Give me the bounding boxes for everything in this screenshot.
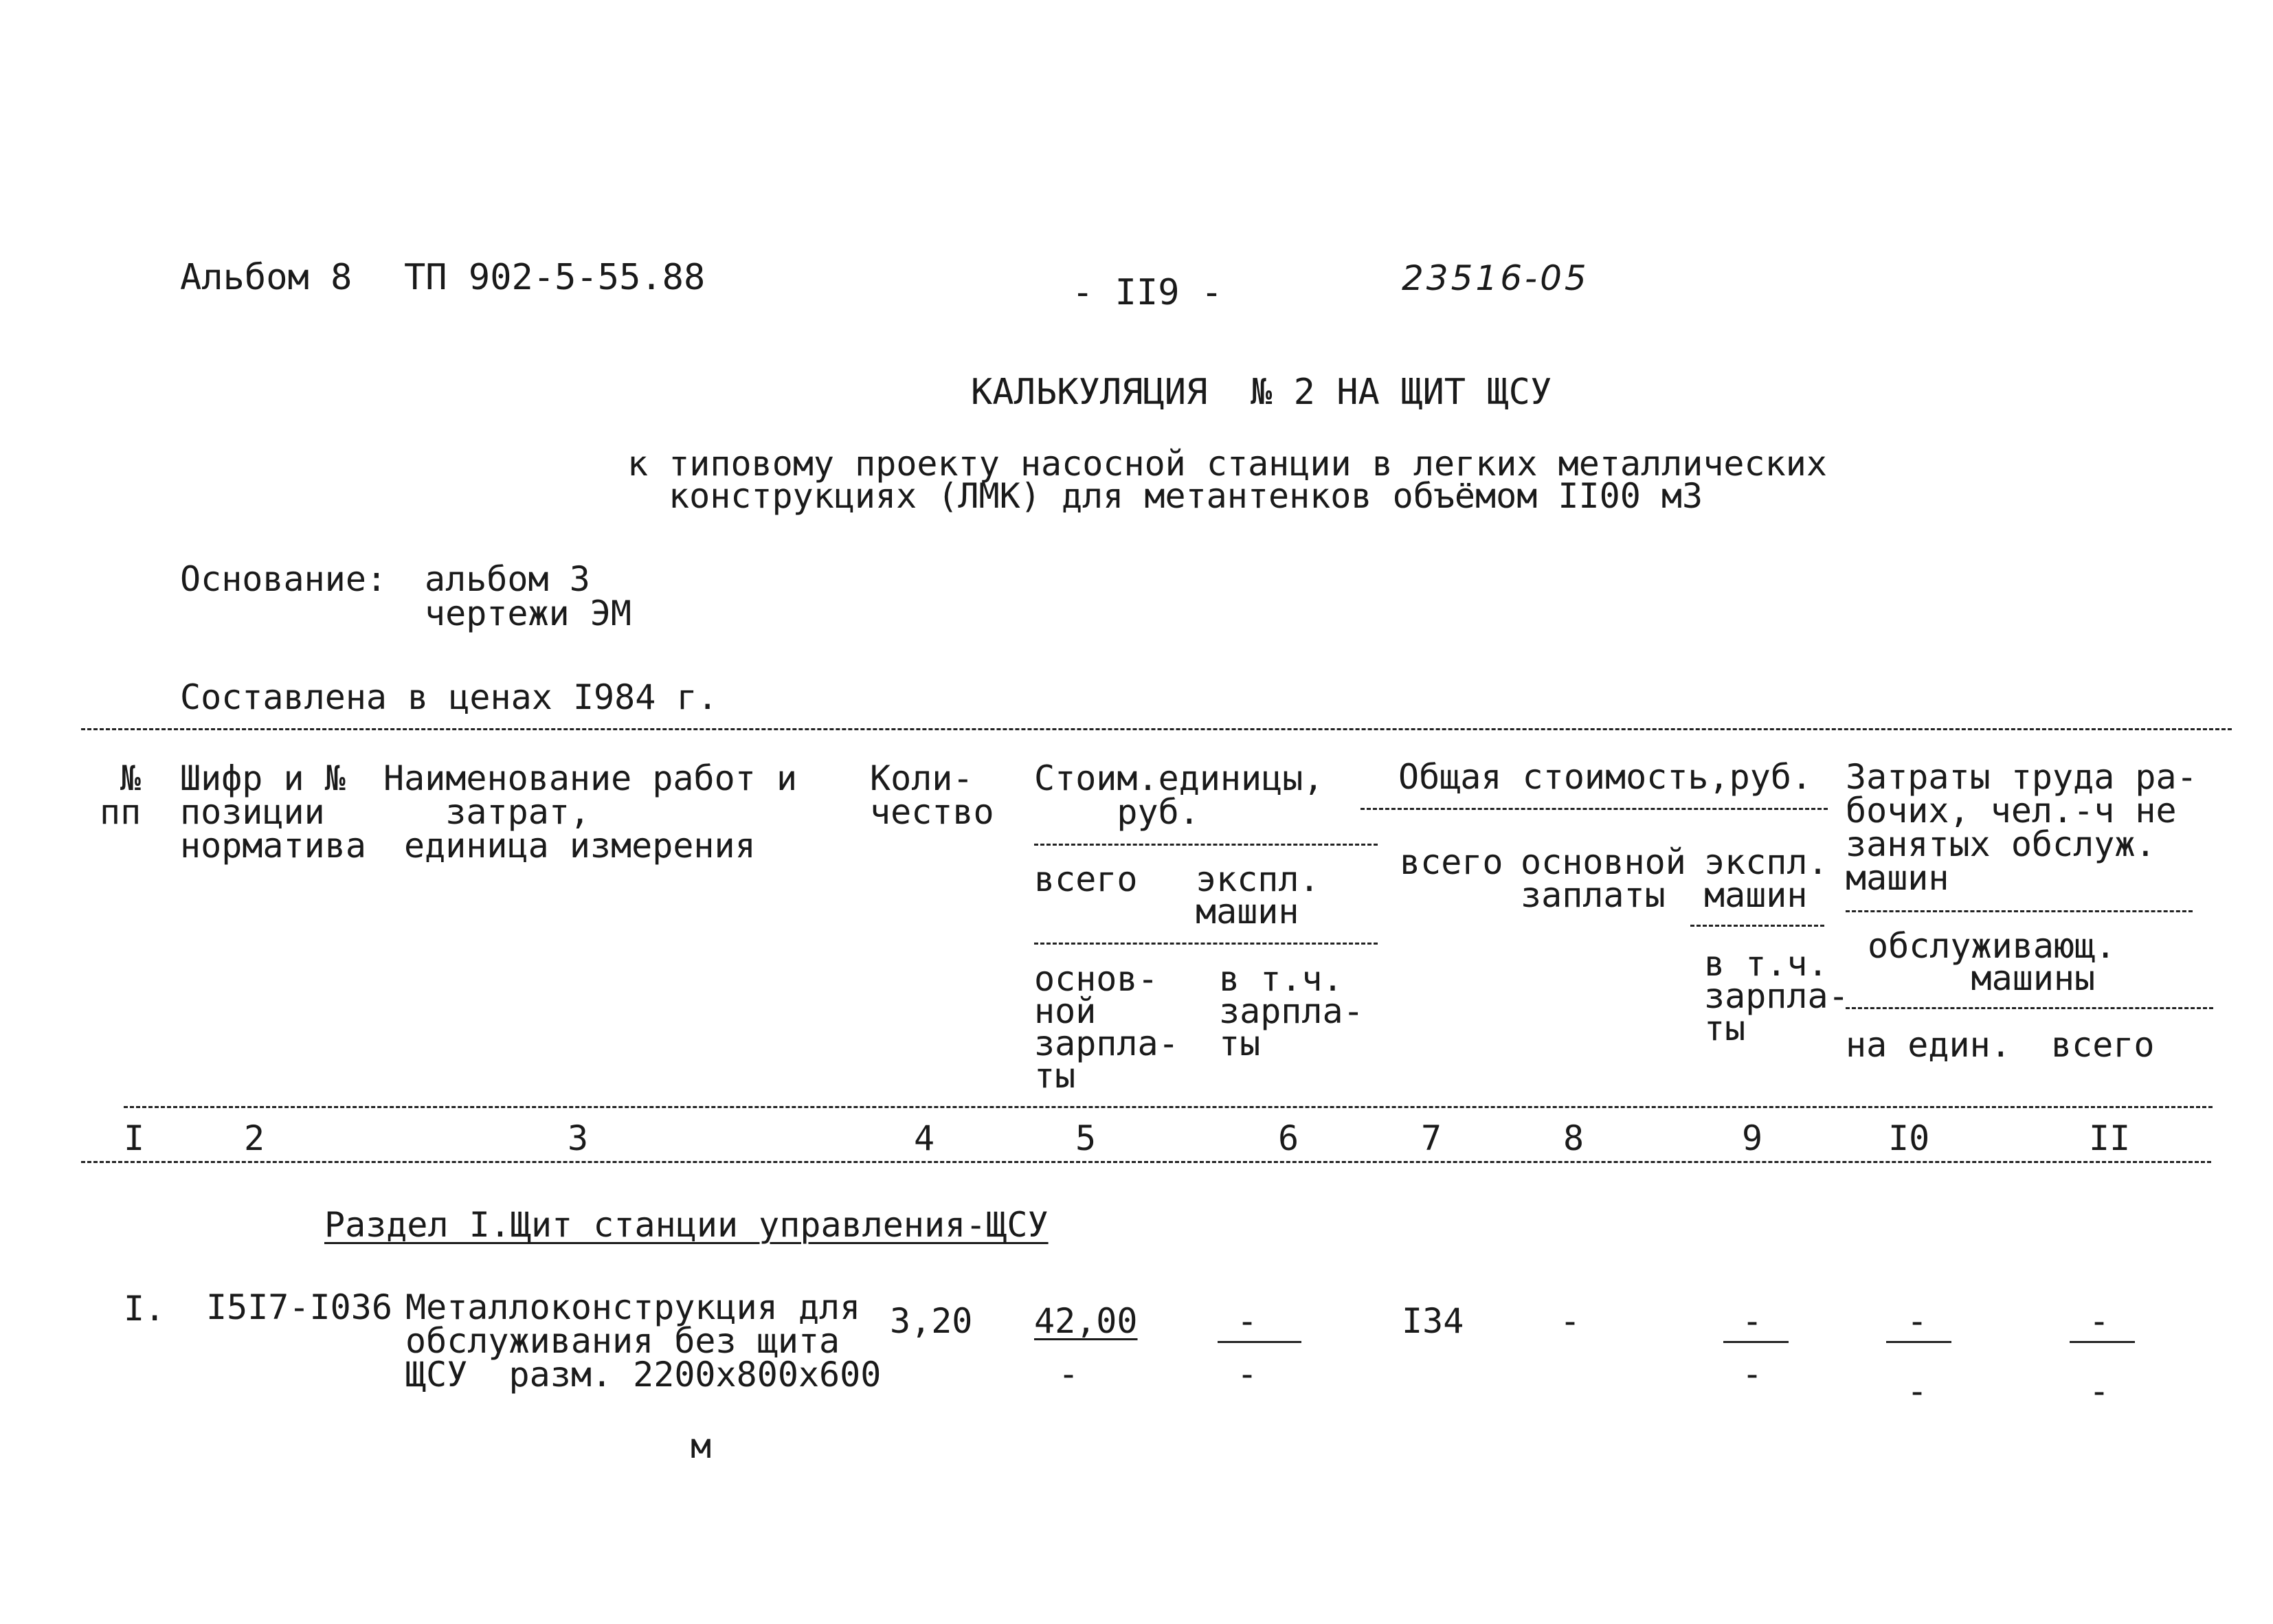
row-labor-unit-serv: - [1907,1371,1928,1411]
calculation-subtitle-2: конструкциях (ЛМК) для метантенков объёмом II00 м3 [669,476,1703,516]
header-code-1: Шифр и № [180,758,346,798]
header-qty-2: чество [870,792,994,832]
col-num-9: 9 [1742,1118,1763,1158]
row-unit: м [691,1426,712,1466]
col-num-11: II [2089,1118,2131,1158]
header-labor-3: занятых обслуж. [1846,824,2156,864]
total-cost-rule [1361,808,1828,810]
header-unit-mach-wage-2: зарпла- [1219,991,1364,1031]
header-total-mach-wage-3: ты [1704,1008,1746,1048]
row-total-wage: - [1560,1301,1581,1341]
column-numbers-bottom-rule [81,1161,2211,1163]
header-unit-wage-4: ты [1034,1056,1076,1096]
header-labor-serv-2: машины [1868,958,2096,998]
total-mach-rule [1690,925,1824,927]
header-unit-wage-3: зарпла- [1034,1024,1179,1063]
row-name-2: обслуживания без щита [405,1321,840,1361]
row-labor-total: - [2089,1301,2110,1341]
row-unit-mach-rule [1218,1341,1301,1343]
col-num-1: I [124,1118,145,1158]
calculation-title: КАЛЬКУЛЯЦИЯ № 2 НА ЩИТ ЩСУ [971,372,1552,413]
row-total-mach: - [1742,1301,1763,1341]
header-unit-mach-2: машин [1196,892,1299,932]
header-total-all: всего [1400,842,1503,882]
labor-rule-2 [1846,1007,2213,1009]
header-total-mach-wage-2: зарпла- [1704,976,1849,1016]
row-number: I. [124,1289,166,1329]
header-code-2: позиции [180,792,325,832]
col-num-10: I0 [1888,1118,1930,1158]
unit-cost-rule-2 [1034,943,1378,945]
col-num-3: 3 [568,1118,589,1158]
row-labor-unit: - [1907,1301,1928,1341]
col-num-8: 8 [1563,1118,1585,1158]
header-total-wage-1: основной [1521,842,1686,882]
header-unit-mach-1: экспл. [1196,859,1320,899]
basis-line-1: альбом 3 [425,559,590,599]
section-title: Раздел I.Щит станции управления-ЩСУ [324,1205,1049,1245]
row-total-mach-wage: - [1742,1354,1763,1394]
project-code: ТП 902-5-55.88 [404,257,706,298]
header-code-3: норматива [180,826,366,866]
row-qty: 3,20 [890,1301,973,1341]
row-total: I34 [1402,1301,1464,1341]
header-labor-1: Затраты труда ра- [1846,757,2197,797]
row-unit-total: 42,00 [1034,1301,1138,1341]
row-labor-unit-rule [1886,1341,1951,1343]
col-num-7: 7 [1421,1118,1442,1158]
unit-cost-rule [1034,844,1378,846]
row-unit-mach: - [1237,1301,1258,1341]
header-unit-total: всего [1034,859,1138,899]
row-labor-total-rule [2070,1341,2135,1343]
header-qty-1: Коли- [870,758,974,798]
header-name-2: затрат, [383,792,591,832]
header-labor-4: машин [1846,858,1949,898]
prices-note: Составлена в ценах I984 г. [180,677,718,717]
row-name-1: Металлоконструкция для [405,1287,861,1327]
row-labor-total-serv: - [2089,1371,2110,1411]
header-labor-serv-1: обслуживающ. [1868,926,2116,966]
header-labor-2: бочих, чел.-ч не [1846,791,2177,831]
col-num-2: 2 [244,1118,265,1158]
album-label: Альбом 8 [180,257,352,298]
column-numbers-top-rule [124,1106,2213,1108]
header-num-2: пп [100,792,142,832]
table-top-rule [81,728,2232,730]
header-unit-mach-wage-1: в т.ч. [1219,959,1343,999]
header-num: № [120,758,142,798]
labor-rule [1846,910,2193,912]
row-code: I5I7-I036 [206,1287,392,1327]
header-unit-wage-2: ной [1034,991,1097,1031]
row-unit-wage: - [1058,1354,1079,1394]
page-number: - II9 - [1072,272,1223,313]
row-total-mach-rule [1723,1341,1789,1343]
basis-line-2: чертежи ЭМ [425,594,632,633]
header-name-1: Наименование работ и [383,758,798,798]
header-unit-cost-1: Стоим.единицы, [1034,758,1324,798]
header-unit-cost-2: руб. [1034,792,1200,832]
header-labor-unit: на един. [1846,1025,2011,1065]
col-num-5: 5 [1075,1118,1097,1158]
row-name-3: ЩСУ разм. 2200х800х600 [405,1355,882,1395]
header-total-mach-1: экспл. [1704,842,1828,882]
header-total-mach-wage-1: в т.ч. [1704,944,1828,984]
col-num-6: 6 [1278,1118,1299,1158]
calculation-subtitle-1: к типовому проекту насосной станции в легких металлических [627,444,1827,484]
header-unit-mach-wage-3: ты [1219,1024,1261,1063]
document-number: 23516-05 [1402,258,1589,298]
basis-label: Основание: [180,559,388,599]
header-total-wage-2: заплаты [1521,875,1666,915]
header-total-mach-2: машин [1704,875,1808,915]
header-name-3: единица измерения [404,826,756,866]
row-unit-mach-wage: - [1237,1354,1258,1394]
header-unit-wage-1: основ- [1034,959,1158,999]
header-total-cost: Общая стоимость,руб. [1398,757,1813,797]
col-num-4: 4 [914,1118,935,1158]
header-labor-total: всего [2051,1025,2155,1065]
